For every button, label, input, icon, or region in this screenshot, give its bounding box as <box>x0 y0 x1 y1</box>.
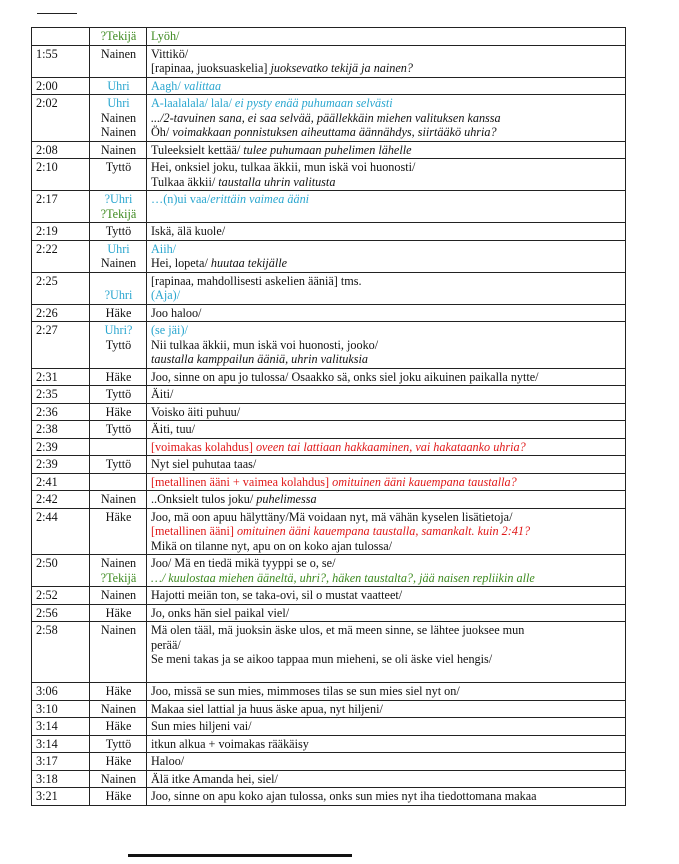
transcript-row <box>32 240 626 272</box>
utterance-cell <box>147 718 626 736</box>
speaker-label: Nainen <box>100 142 137 157</box>
speaker-label <box>94 652 143 667</box>
utterance-cell <box>147 45 626 77</box>
time-cell: 2:00 <box>32 77 90 95</box>
time-cell: 2:41 <box>32 473 90 491</box>
utterance-segment: Makaa siel lattial ja huus äske apua, nyt hiljeni/ <box>151 701 383 716</box>
transcript-row <box>32 683 626 701</box>
utterance-segment: Aagh/ <box>151 78 184 93</box>
speaker-cell <box>90 223 147 241</box>
speaker-label: ?Tekijä <box>100 570 137 585</box>
speaker-cell <box>90 304 147 322</box>
speaker-label <box>94 638 143 653</box>
utterance-line <box>151 79 622 94</box>
time-cell: 3:21 <box>32 788 90 806</box>
speaker-label: Tyttö <box>105 736 132 751</box>
transcript-row <box>32 272 626 304</box>
utterance-cell <box>147 622 626 683</box>
utterance-line <box>151 61 622 76</box>
speaker-label: Häke <box>105 509 132 524</box>
utterance-segment: puhelimessa <box>256 492 317 506</box>
speaker-label: Häke <box>105 404 132 419</box>
speaker-label: Nainen <box>100 701 137 716</box>
utterance-cell <box>147 304 626 322</box>
speaker-cell <box>90 438 147 456</box>
time-cell: 3:14 <box>32 718 90 736</box>
speaker-label: Nainen <box>100 110 137 125</box>
transcript-row <box>32 508 626 555</box>
utterance-line <box>151 387 622 402</box>
time-cell <box>32 28 90 46</box>
utterance-cell <box>147 223 626 241</box>
speaker-label <box>94 475 143 490</box>
speaker-label: Nainen <box>100 771 137 786</box>
speaker-label: Tyttö <box>105 422 132 436</box>
utterance-line <box>151 111 622 126</box>
utterance-segment: omituinen ääni kauempana taustalla? <box>332 474 517 489</box>
utterance-line <box>151 539 622 554</box>
utterance-line <box>151 684 622 699</box>
utterance-cell <box>147 604 626 622</box>
speaker-label <box>94 667 143 682</box>
utterance-line <box>151 667 622 682</box>
speaker-cell <box>90 788 147 806</box>
transcript-row <box>32 322 626 369</box>
time-cell: 3:17 <box>32 753 90 771</box>
utterance-segment: Voisko äiti puhuu/ <box>151 404 241 419</box>
time-cell: 2:56 <box>32 604 90 622</box>
speaker-cell <box>90 77 147 95</box>
utterance-cell <box>147 159 626 191</box>
time-cell: 1:55 <box>32 45 90 77</box>
utterance-segment: .../2-tavuinen sana, ei saa selvää, päällekkäin miehen valituksen kanssa <box>151 110 501 125</box>
utterance-segment: [metallinen ääni + vaimea kolahdus] <box>151 474 333 489</box>
transcript-row <box>32 77 626 95</box>
utterance-segment: A-laalalala/ lala/ <box>151 96 235 110</box>
utterance-segment: Mä olen tääl, mä juoksin äske ulos, et mä meen sinne, se lähtee juoksee mun <box>151 623 525 637</box>
utterance-cell <box>147 403 626 421</box>
speaker-label <box>94 61 143 76</box>
utterance-cell <box>147 683 626 701</box>
utterance-segment: omituinen ääni kauempana taustalla, samankalt. kuin 2:41? <box>236 524 531 538</box>
utterance-segment: Joo, mä oon apuu hälyttäny/Mä voidaan nyt, mä vähän kyselen lisätietoja/ <box>151 509 513 524</box>
utterance-line <box>151 492 622 507</box>
time-cell: 2:52 <box>32 587 90 605</box>
utterance-segment: Joo, sinne on apu koko ajan tulossa, onks sun mies nyt iha tiedottomana makaa <box>151 789 537 803</box>
utterance-segment: Haloo/ <box>151 754 185 768</box>
utterance-segment: Joo/ Mä en tiedä mikä tyyppi se o, se/ <box>151 556 336 570</box>
transcript-row <box>32 159 626 191</box>
time-cell: 3:18 <box>32 770 90 788</box>
utterance-line <box>151 457 622 472</box>
transcript-row <box>32 95 626 142</box>
utterance-line <box>151 352 622 367</box>
speaker-label: Häke <box>105 719 132 733</box>
utterance-segment: [voimakas kolahdus] <box>151 439 256 454</box>
utterance-segment: Öh/ <box>151 125 173 139</box>
transcript-table <box>31 27 626 806</box>
speaker-cell <box>90 473 147 491</box>
speaker-cell <box>90 240 147 272</box>
time-cell: 2:36 <box>32 403 90 421</box>
utterance-line <box>151 789 622 804</box>
transcript-row <box>32 304 626 322</box>
utterance-segment: Joo, sinne on apu jo tulossa/ Osaakko sä, onks siel joku aikuinen paikalla nytte/ <box>151 369 539 384</box>
utterance-segment: Joo, missä se sun mies, mimmoses tilas se sun mies siel nyt on/ <box>151 684 460 698</box>
utterance-segment: (se jäi)/ <box>151 323 188 337</box>
speaker-cell <box>90 368 147 386</box>
speaker-label: Tyttö <box>105 224 132 238</box>
transcript-row <box>32 753 626 771</box>
utterance-cell <box>147 788 626 806</box>
utterance-segment: taustalla uhrin valitusta <box>218 174 336 189</box>
time-cell: 2:25 <box>32 272 90 304</box>
utterance-line <box>151 288 622 303</box>
speaker-cell <box>90 683 147 701</box>
speaker-cell <box>90 508 147 555</box>
utterance-segment: voimakkaan ponnistuksen aiheuttama äännähdys, siirtääkö uhria? <box>172 125 497 139</box>
time-cell: 2:50 <box>32 555 90 587</box>
utterance-segment: Mikä on tilanne nyt, apu on on koko ajan tulossa/ <box>151 538 393 553</box>
time-cell: 2:44 <box>32 508 90 555</box>
utterance-line <box>151 440 622 455</box>
utterance-segment: Hei, lopeta/ <box>151 256 211 270</box>
utterance-line <box>151 737 622 752</box>
time-cell: 2:39 <box>32 456 90 474</box>
utterance-line <box>151 556 622 571</box>
transcript-row <box>32 718 626 736</box>
utterance-segment: erittäin vaimea ääni <box>210 192 310 206</box>
transcript-row <box>32 473 626 491</box>
time-cell: 2:08 <box>32 141 90 159</box>
utterance-line <box>151 510 622 525</box>
utterance-segment: Äiti, tuu/ <box>151 422 196 436</box>
speaker-label <box>94 524 143 539</box>
time-cell: 2:35 <box>32 386 90 404</box>
transcript-row <box>32 604 626 622</box>
transcript-row <box>32 45 626 77</box>
utterance-line <box>151 125 622 140</box>
utterance-cell <box>147 141 626 159</box>
time-cell: 2:26 <box>32 304 90 322</box>
utterance-line <box>151 192 622 207</box>
time-cell: 2:38 <box>32 421 90 439</box>
utterance-segment: Hei, onksiel joku, tulkaa äkkii, mun iskä voi huonosti/ <box>151 160 416 174</box>
utterance-segment: …(n)ui vaa/ <box>151 192 211 206</box>
speaker-cell <box>90 555 147 587</box>
utterance-line <box>151 702 622 717</box>
speaker-cell <box>90 604 147 622</box>
transcript-row <box>32 421 626 439</box>
speaker-cell: ?Tekijä <box>90 28 147 46</box>
utterance-cell <box>147 77 626 95</box>
utterance-cell <box>147 95 626 142</box>
utterance-line <box>151 143 622 158</box>
transcript-row <box>32 788 626 806</box>
utterance-segment: Se meni takas ja se aikoo tappaa mun mieheni, se oli äske viel hengis/ <box>151 652 493 666</box>
transcript-row <box>32 700 626 718</box>
utterance-segment: huutaa tekijälle <box>210 256 288 270</box>
utterance-line <box>151 160 622 175</box>
utterance-line <box>151 47 622 62</box>
utterance-segment: Nii tulkaa äkkii, mun iskä voi huonosti, jooko/ <box>151 337 379 352</box>
speaker-label: Uhri <box>107 96 130 110</box>
speaker-label: Nainen <box>100 125 137 139</box>
transcript-row <box>32 491 626 509</box>
utterance-line <box>151 524 622 539</box>
transcript-row <box>32 770 626 788</box>
utterance-cell <box>147 240 626 272</box>
speaker-label <box>94 539 143 554</box>
utterance-line <box>151 623 622 638</box>
utterance-line <box>151 323 622 338</box>
time-cell: 2:02 <box>32 95 90 142</box>
speaker-label: Häke <box>105 789 132 803</box>
utterance-cell <box>147 272 626 304</box>
header-row <box>32 28 626 46</box>
speaker-cell <box>90 421 147 439</box>
utterance-cell: Lyöh/ <box>147 28 626 46</box>
transcript-row <box>32 191 626 223</box>
transcript-row <box>32 141 626 159</box>
utterance-line <box>151 207 622 222</box>
utterance-segment: oveen tai lattiaan hakkaaminen, vai hakataanko uhria? <box>255 439 526 454</box>
utterance-line <box>151 475 622 490</box>
utterance-line <box>151 422 622 437</box>
utterance-cell <box>147 491 626 509</box>
speaker-label: Nainen <box>100 492 137 506</box>
speaker-label: Nainen <box>100 623 137 637</box>
speaker-cell <box>90 386 147 404</box>
utterance-segment: Äiti/ <box>151 387 174 401</box>
utterance-cell <box>147 700 626 718</box>
utterance-line <box>151 638 622 653</box>
utterance-cell <box>147 421 626 439</box>
speaker-cell <box>90 272 147 304</box>
speaker-cell <box>90 456 147 474</box>
utterance-cell <box>147 368 626 386</box>
speaker-label <box>94 440 143 455</box>
speaker-label: Nainen <box>100 588 137 602</box>
utterance-cell <box>147 555 626 587</box>
speaker-cell <box>90 45 147 77</box>
utterance-segment: …/ kuulostaa miehen ääneltä, uhri?, häken taustalta?, jää naisen repliikin alle <box>151 570 535 585</box>
transcript-row <box>32 735 626 753</box>
speaker-label: Uhri <box>107 241 130 256</box>
time-cell: 3:06 <box>32 683 90 701</box>
utterance-segment: itkun alkua + voimakas rääkäisy <box>151 736 309 751</box>
utterance-line <box>151 719 622 734</box>
utterance-segment: (Aja)/ <box>151 288 181 302</box>
speaker-label: Tyttö <box>105 387 132 401</box>
utterance-segment: Hajotti meiän ton, se taka-ovi, sil o mustat vaatteet/ <box>151 588 403 602</box>
utterance-line <box>151 606 622 621</box>
utterance-cell <box>147 735 626 753</box>
transcript-row <box>32 386 626 404</box>
utterance-segment: Älä itke Amanda hei, siel/ <box>151 771 278 786</box>
speaker-cell <box>90 191 147 223</box>
speaker-label: Tyttö <box>105 337 132 352</box>
utterance-segment: [metallinen ääni] <box>151 524 237 538</box>
utterance-segment: [rapinaa, juoksuaskelia] <box>151 61 271 75</box>
speaker-label: Uhri? <box>104 323 133 337</box>
utterance-segment: perää/ <box>151 637 181 652</box>
transcript-row <box>32 403 626 421</box>
utterance-line <box>151 405 622 420</box>
utterance-line <box>151 96 622 111</box>
speaker-label: Tyttö <box>105 457 132 471</box>
utterance-line <box>151 652 622 667</box>
utterance-segment: ei pysty enää puhumaan selvästi <box>234 96 393 110</box>
utterance-cell <box>147 191 626 223</box>
utterance-line <box>151 338 622 353</box>
speaker-label: Nainen <box>100 256 137 270</box>
top-rule <box>37 13 77 14</box>
speaker-label: Tyttö <box>105 160 132 174</box>
utterance-line <box>151 256 622 271</box>
utterance-segment: Joo haloo/ <box>151 305 202 320</box>
utterance-segment: tulee puhumaan puhelimen lähelle <box>243 142 412 157</box>
utterance-line <box>151 754 622 769</box>
utterance-line <box>151 571 622 586</box>
utterance-cell <box>147 753 626 771</box>
speaker-cell <box>90 322 147 369</box>
utterance-segment: ..Onksielt tulos joku/ <box>151 492 257 506</box>
utterance-line <box>151 242 622 257</box>
utterance-cell <box>147 473 626 491</box>
utterance-cell <box>147 386 626 404</box>
utterance-line <box>151 224 622 239</box>
speaker-cell <box>90 141 147 159</box>
speaker-label: Häke <box>105 305 132 320</box>
utterance-segment: juoksevatko tekijä ja nainen? <box>270 61 413 75</box>
speaker-label: Häke <box>105 369 132 384</box>
speaker-cell <box>90 159 147 191</box>
utterance-segment: Iskä, älä kuole/ <box>151 224 226 238</box>
transcript-row <box>32 223 626 241</box>
transcript-row <box>32 622 626 683</box>
transcript-row <box>32 368 626 386</box>
transcript-row <box>32 438 626 456</box>
transcript-row <box>32 555 626 587</box>
speaker-label: Uhri <box>107 78 130 93</box>
utterance-segment: [rapinaa, mahdollisesti askelien ääniä] tms. <box>151 273 362 288</box>
time-cell: 3:10 <box>32 700 90 718</box>
speaker-label: Häke <box>105 605 132 620</box>
bottom-rule <box>128 854 352 857</box>
utterance-segment: Aiih/ <box>151 241 177 256</box>
utterance-line <box>151 175 622 190</box>
speaker-label: Häke <box>105 684 132 698</box>
speaker-cell <box>90 735 147 753</box>
speaker-cell <box>90 700 147 718</box>
utterance-segment: Sun mies hiljeni vai/ <box>151 719 252 733</box>
utterance-line <box>151 588 622 603</box>
time-cell: 2:17 <box>32 191 90 223</box>
speaker-cell <box>90 770 147 788</box>
utterance-cell <box>147 587 626 605</box>
utterance-cell <box>147 770 626 788</box>
speaker-cell <box>90 753 147 771</box>
utterance-line <box>151 772 622 787</box>
utterance-line <box>151 274 622 289</box>
utterance-cell <box>147 322 626 369</box>
speaker-cell <box>90 718 147 736</box>
time-cell: 2:31 <box>32 368 90 386</box>
utterance-line <box>151 370 622 385</box>
speaker-cell <box>90 403 147 421</box>
speaker-label: Nainen <box>100 46 137 61</box>
utterance-line <box>151 306 622 321</box>
utterance-segment: valittaa <box>183 78 222 93</box>
time-cell: 2:42 <box>32 491 90 509</box>
utterance-segment: Jo, onks hän siel paikal viel/ <box>151 605 290 620</box>
time-cell: 2:19 <box>32 223 90 241</box>
time-cell: 2:39 <box>32 438 90 456</box>
utterance-cell <box>147 438 626 456</box>
utterance-segment: Nyt siel puhutaa taas/ <box>151 457 257 471</box>
time-cell: 2:22 <box>32 240 90 272</box>
speaker-label: ?Uhri <box>104 192 133 206</box>
speaker-cell <box>90 95 147 142</box>
speaker-label <box>94 352 143 367</box>
time-cell: 3:14 <box>32 735 90 753</box>
speaker-label: ?Uhri <box>104 288 133 302</box>
utterance-segment: Tuleeksielt kettää/ <box>151 142 244 157</box>
utterance-cell <box>147 508 626 555</box>
speaker-cell <box>90 491 147 509</box>
utterance-segment: taustalla kamppailun ääniä, uhrin valituksia <box>151 352 369 366</box>
time-cell: 2:10 <box>32 159 90 191</box>
speaker-label: ?Tekijä <box>100 206 137 221</box>
speaker-cell <box>90 622 147 683</box>
utterance-cell <box>147 456 626 474</box>
transcript-row <box>32 587 626 605</box>
utterance-segment: Tulkaa äkkii/ <box>151 174 219 189</box>
speaker-label <box>94 175 143 190</box>
speaker-cell <box>90 587 147 605</box>
time-cell: 2:27 <box>32 322 90 369</box>
transcript-row <box>32 456 626 474</box>
speaker-label <box>94 274 143 289</box>
speaker-label: Häke <box>105 754 132 768</box>
utterance-segment: Vittikö/ <box>151 46 189 61</box>
speaker-label: Nainen <box>100 556 137 570</box>
time-cell: 2:58 <box>32 622 90 683</box>
